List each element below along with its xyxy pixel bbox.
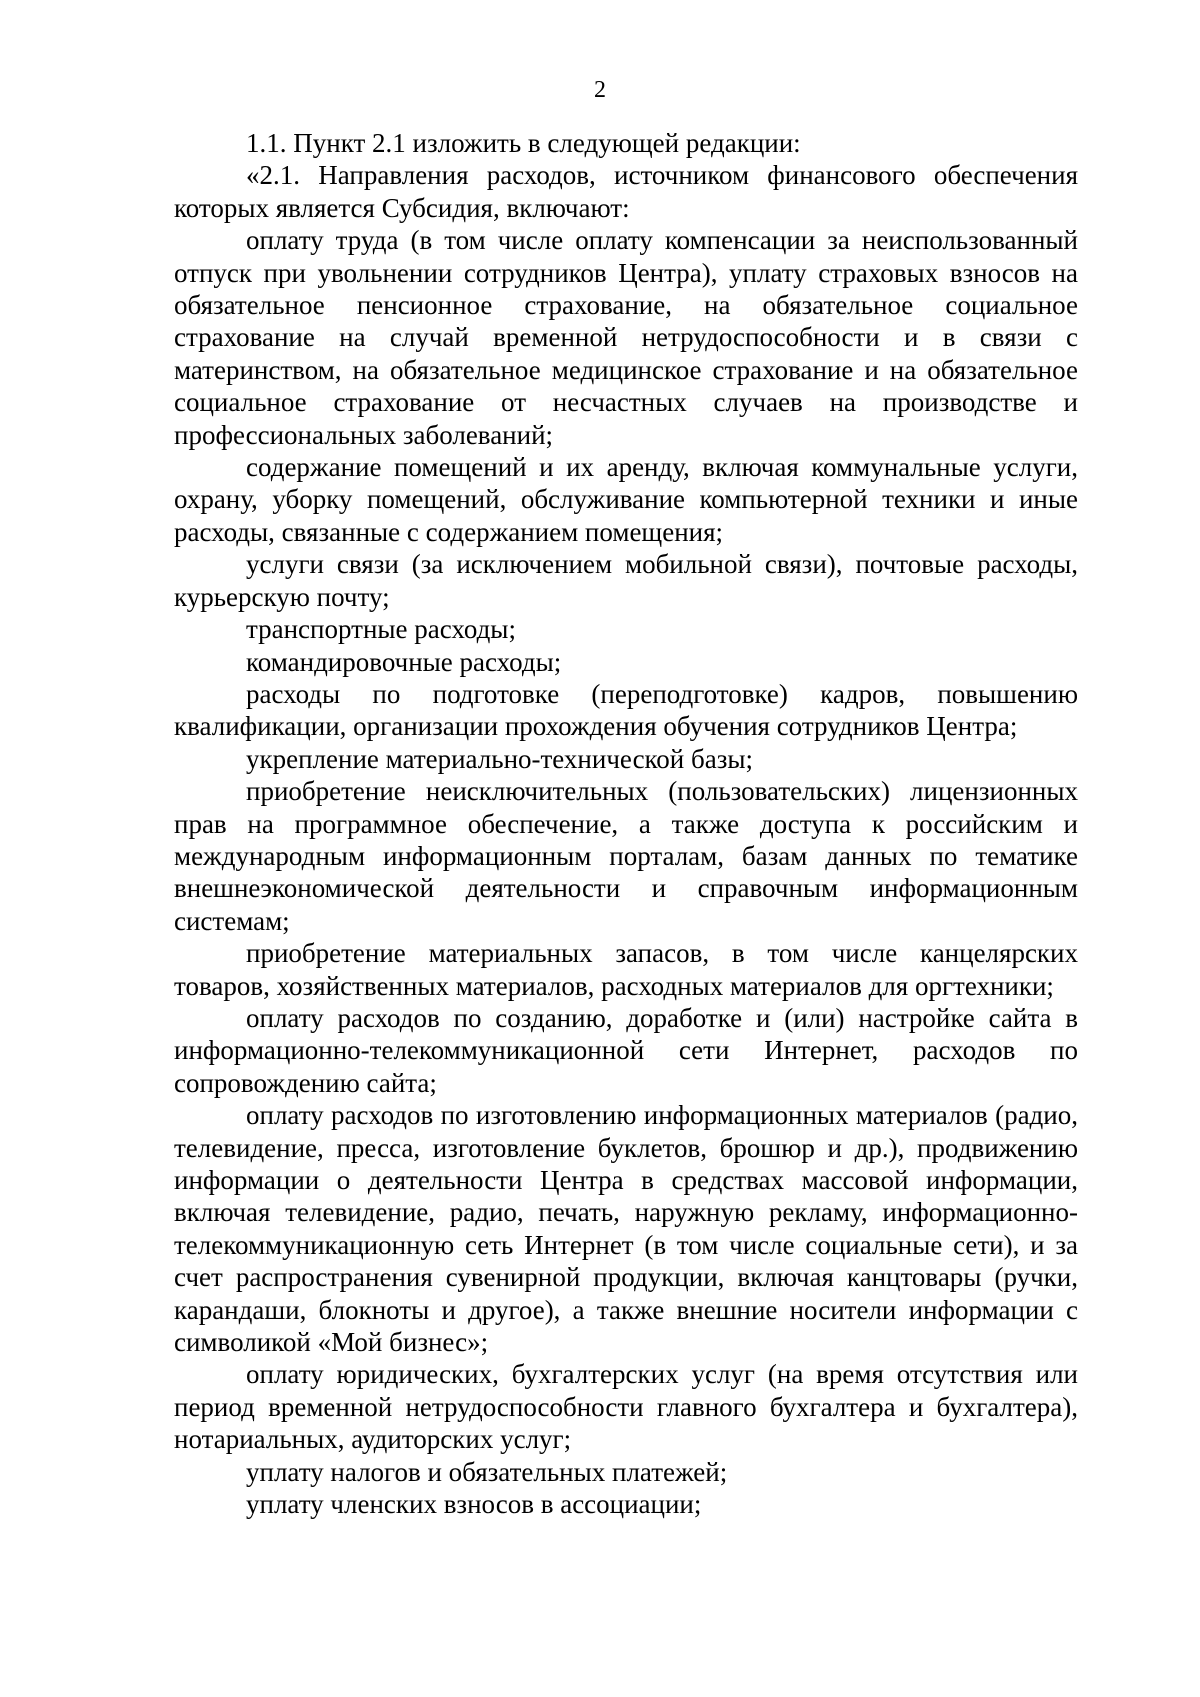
paragraph-labor-payment: оплату труда (в том числе оплату компенсации за неиспользованный отпуск при увольнении сотрудников Центра), уплату страховых взносов на обязательное пенсионное страхование, на обязательное социальное страхование на случай временной нетрудоспособности и в связи с материнством, на обязательное медицинское страхование и на обязательное социальное страхование от несчастных случаев на производстве и профессиональных заболеваний; (174, 225, 1078, 450)
paragraph-material-base: укрепление материально-технической базы; (246, 743, 754, 774)
paragraph-travel: командировочные расходы; (246, 646, 562, 677)
paragraph-2-1-intro: «2.1. Направления расходов, источником финансового обеспечения которых является Субсидия, включают: (174, 160, 1078, 223)
paragraph-training: расходы по подготовке (переподготовке) кадров, повышению квалификации, организации прохождения обучения сотрудников Центра; (174, 678, 1078, 742)
paragraph-transport: транспортные расходы; (246, 614, 516, 645)
paragraph-supplies: приобретение материальных запасов, в том числе канцелярских товаров, хозяйственных материалов, расходных материалов для оргтехники; (174, 938, 1078, 1001)
paragraph-licenses: приобретение неисключительных (пользовательских) лицензионных прав на программное обеспечение, а также доступа к российским и международным информационным порталам, базам данных по тематике внешнеэкономической деятельности и справочным информационным системам; (174, 776, 1078, 936)
paragraph-1-1: 1.1. Пункт 2.1 изложить в следующей редакции: (246, 128, 801, 158)
paragraph-taxes: уплату налогов и обязательных платежей; (246, 1456, 728, 1487)
page-number: 2 (594, 77, 606, 103)
paragraph-premises: содержание помещений и их аренду, включая коммунальные услуги, охрану, уборку помещений, обслуживание компьютерной техники и иные расходы, связанные с содержанием помещения; (174, 452, 1078, 547)
paragraph-website: оплату расходов по созданию, доработке и (или) настройке сайта в информационно-телекоммуникационной сети Интернет, расходов по сопровождению сайта; (174, 1002, 1078, 1098)
paragraph-communication: услуги связи (за исключением мобильной связи), почтовые расходы, курьерскую почту; (174, 549, 1078, 612)
paragraph-legal-services: оплату юридических, бухгалтерских услуг (на время отсутствия или период временной нетрудоспособности главного бухгалтера и бухгалтера), нотариальных, аудиторских услуг; (174, 1359, 1078, 1455)
document-body (174, 127, 1078, 1520)
paragraph-info-materials: оплату расходов по изготовлению информационных материалов (радио, телевидение, пресса, изготовление буклетов, брошюр и др.), продвижению информации о деятельности Центра в средствах массовой информации, включая телевидение, радио, печать, наружную рекламу, информационно-телекоммуникационную сеть Интернет (в том числе социальные сети), и за счет распространения сувенирной продукции, включая канцтовары (ручки, карандаши, блокноты и другое), а также внешние носители информации с символикой «Мой бизнес»; (174, 1100, 1078, 1358)
paragraph-membership-fees: уплату членских взносов в ассоциации; (246, 1489, 702, 1520)
